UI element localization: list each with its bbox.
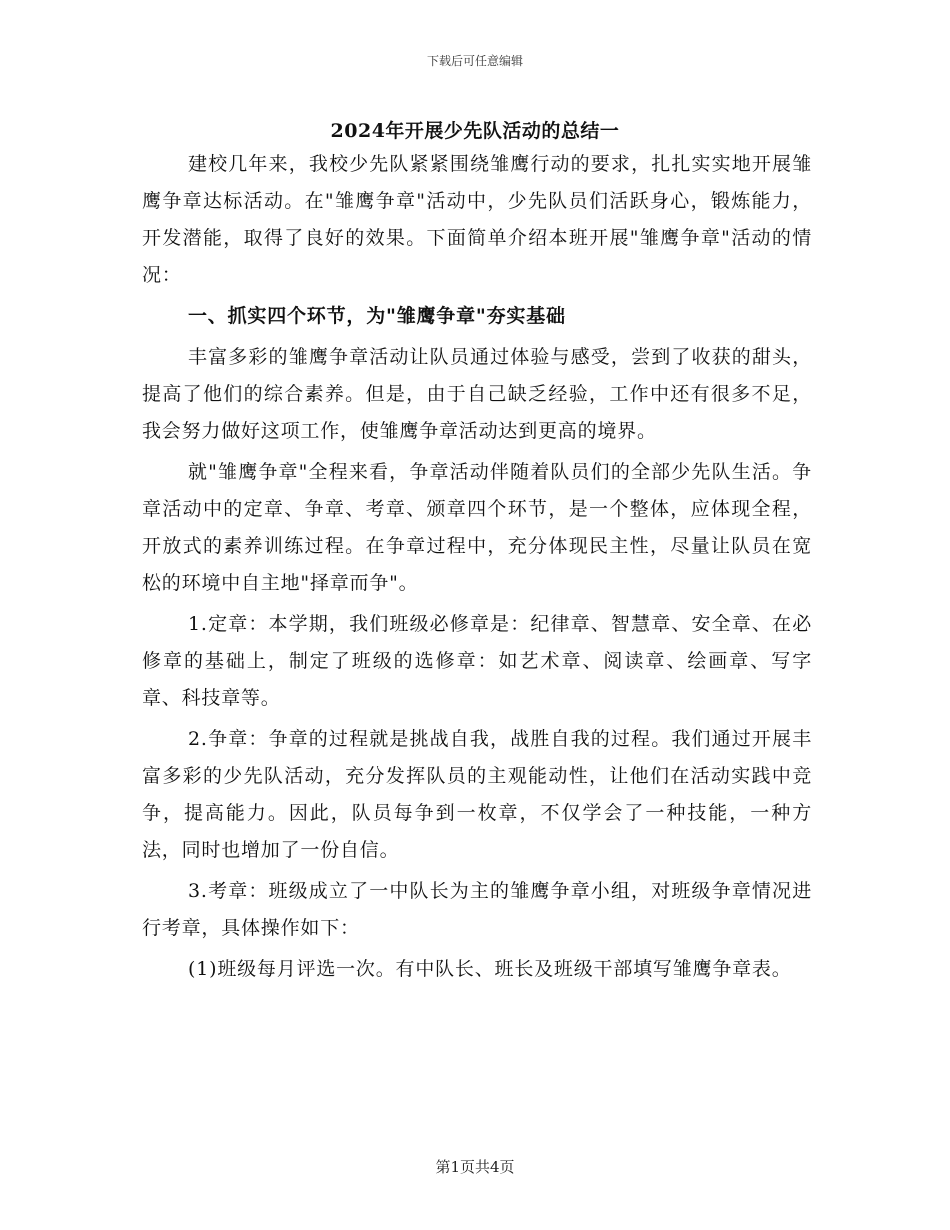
page-number: 第1页共4页 [435,1158,515,1176]
section-heading: 一、抓实四个环节，为"雏鹰争章"夯实基础 [188,305,566,327]
sub-item-1: (1)班级每月评选一次。有中队长、班长及班级干部填写雏鹰争章表。 [188,958,792,980]
list-item-kaozhang: 3.考章：班级成立了一中队长为主的雏鹰争章小组，对班级争章情况进行考章，具体操作如下： [142,880,812,939]
list-item-dingzhang: 1.定章：本学期，我们班级必修章是：纪律章、智慧章、安全章、在必修章的基础上，制定了班级的选修章：如艺术章、阅读章、绘画章、写字章、科技章等。 [142,613,812,709]
document-body [142,146,812,992]
paragraph: 丰富多彩的雏鹰争章活动让队员通过体验与感受，尝到了收获的甜头，提高了他们的综合素养。但是，由于自己缺乏经验，工作中还有很多不足，我会努力做好这项工作，使雏鹰争章活动达到更高的境界。 [142,346,812,442]
header-note: 下载后可任意编辑 [426,54,523,68]
paragraph-intro: 建校几年来，我校少先队紧紧围绕雏鹰行动的要求，扎扎实实地开展雏鹰争章达标活动。在"雏鹰争章"活动中，少先队员们活跃身心，锻炼能力，开发潜能，取得了良好的效果。下面简单介绍本班开展"雏鹰争章"活动的情况： [142,153,812,286]
paragraph: 就"雏鹰争章"全程来看，争章活动伴随着队员们的全部少先队生活。争章活动中的定章、争章、考章、颁章四个环节，是一个整体，应体现全程，开放式的素养训练过程。在争章过程中，充分体现民主性，尽量让队员在宽松的环境中自主地"择章而争"。 [142,461,812,594]
list-item-zhengzhang: 2.争章：争章的过程就是挑战自我，战胜自我的过程。我们通过开展丰富多彩的少先队活动，充分发挥队员的主观能动性，让他们在活动实践中竞争，提高能力。因此，队员每争到一枚章，不仅学会了一种技能，一种方法，同时也增加了一份自信。 [142,728,812,861]
document-title: 2024年开展少先队活动的总结一 [330,120,620,142]
